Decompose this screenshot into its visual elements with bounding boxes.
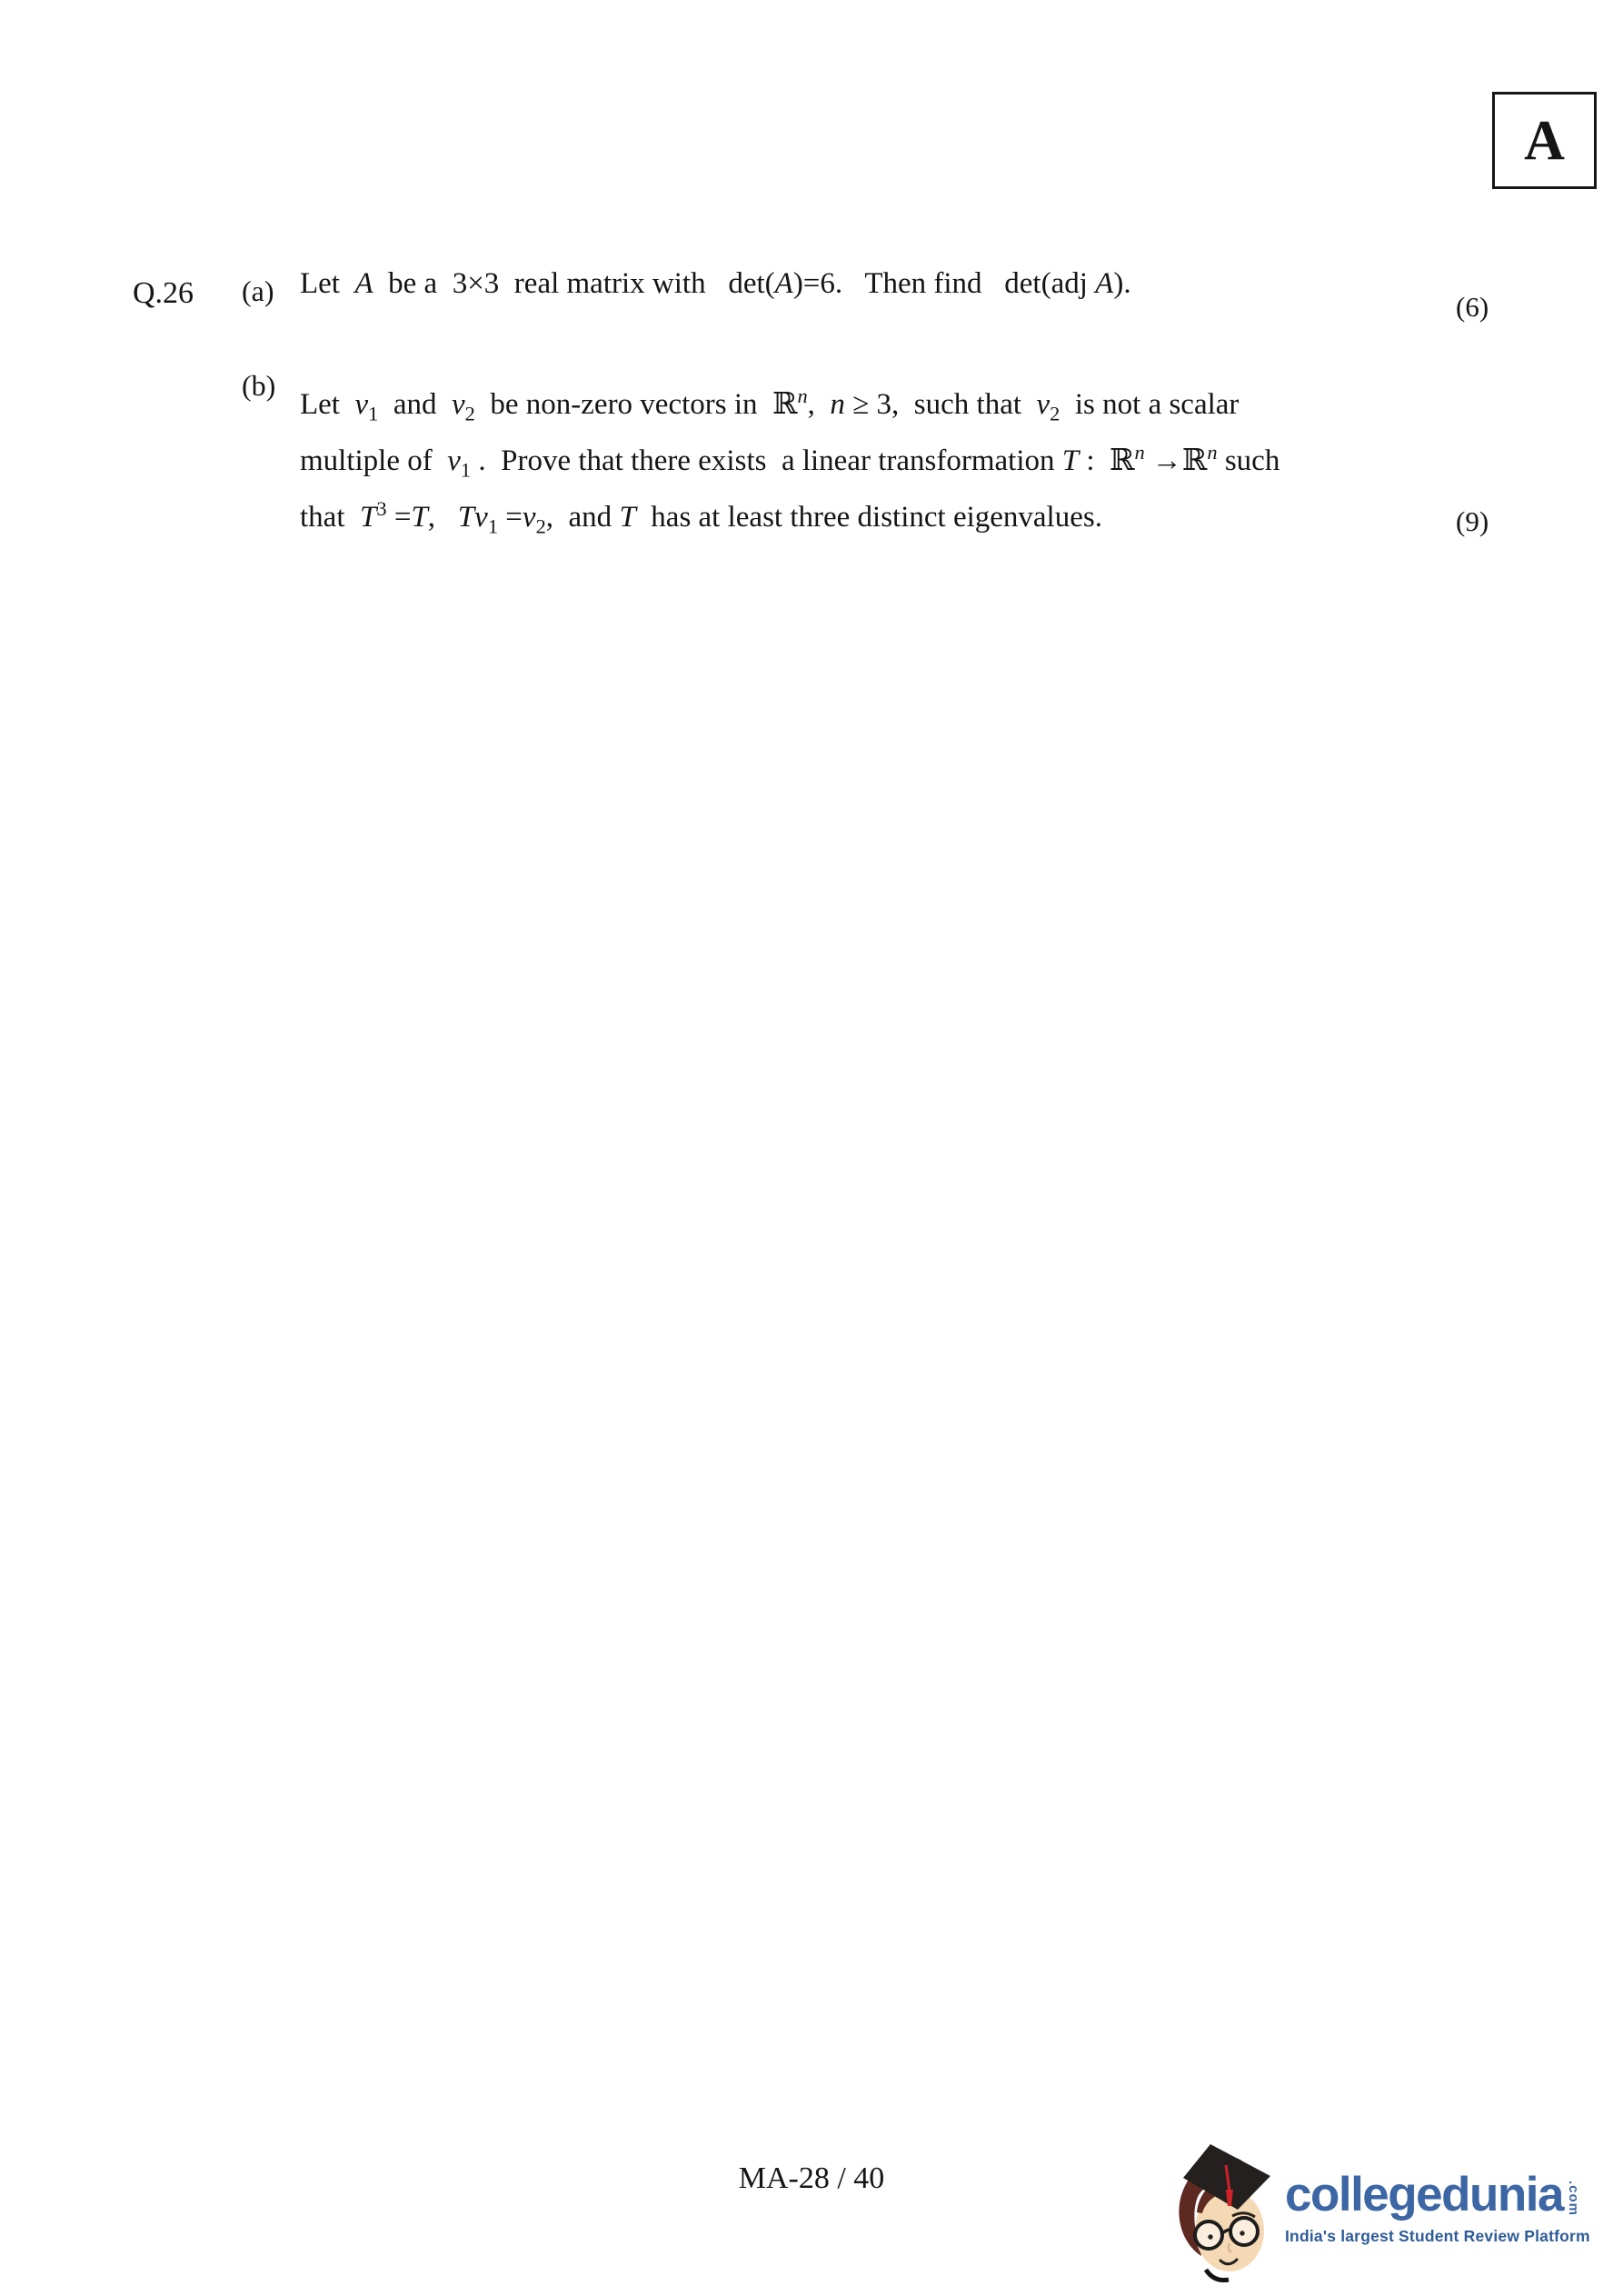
- part-b-text-block: [300, 376, 1436, 545]
- logo-text-block: [1285, 2169, 1590, 2246]
- page-footer: MA-28 / 40: [738, 2161, 885, 2195]
- mascot-graduate-icon: [1174, 2140, 1276, 2285]
- paper-code-letter: A: [1524, 109, 1565, 172]
- logo-brand-text: collegedunia: [1285, 2168, 1563, 2221]
- part-b-label: (b): [242, 369, 276, 402]
- part-b-marks: (9): [1456, 505, 1489, 537]
- part-a-text: Let A be a 3×3 real matrix with det(A)=6. Then find det(adj A).: [300, 267, 1131, 300]
- part-b-text-line-3: that $T^3 =T$, $Tv_1 =v_2$, and T has at least three distinct eigenvalues.: [300, 497, 1102, 538]
- part-b-text-line-2: multiple of $v_1$ . Prove that there exists a linear transformation T : ℝ$^n$ →ℝ$^n$ such: [300, 441, 1280, 482]
- part-a-marks: (6): [1456, 291, 1489, 323]
- collegedunia-logo: [1174, 2140, 1601, 2290]
- logo-tld-text: .com: [1565, 2181, 1581, 2217]
- part-a-label: (a): [242, 275, 274, 307]
- logo-tagline: India's largest Student Review Platform: [1285, 2227, 1590, 2245]
- part-b-text-line-1: Let $v_1$ and $v_2$ be non-zero vectors in ℝ$^n$, n ≥ 3, such that $v_2$ is not a scalar: [300, 384, 1240, 425]
- paper-code-box: [1492, 92, 1597, 189]
- question-number: Q.26: [133, 276, 194, 310]
